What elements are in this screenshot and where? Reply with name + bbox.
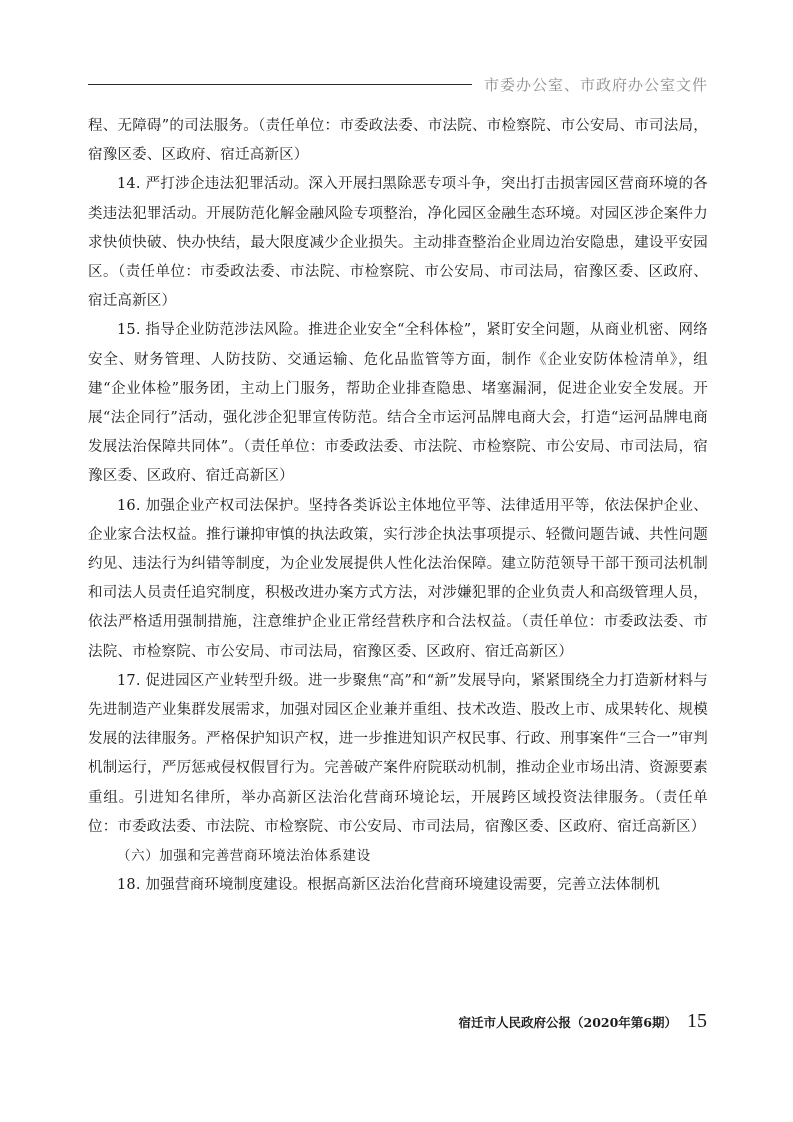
- page-number: 15: [687, 1010, 707, 1032]
- document-body: [88, 112, 708, 900]
- page-footer: [459, 1010, 708, 1033]
- paragraph-item-16: 16. 加强企业产权司法保护。坚持各类诉讼主体地位平等、法律适用平等，依法保护企业、企业家合法权益。推行谦抑审慎的执法政策，实行涉企执法事项提示、轻微问题告诫、共性问题约见、违法行为纠错等制度，为企业发展提供人性化法治保障。建立防范领导干部干预司法机制和司法人员责任追究制度，积极改进办案方式方法，对涉嫌犯罪的企业负责人和高级管理人员，依法严格适用强制措施，注意维护企业正常经营秩序和合法权益。（责任单位：市委政法委、市法院、市检察院、市公安局、市司法局，宿豫区委、区政府、宿迁高新区）: [88, 497, 708, 660]
- paragraph-item-14: 14. 严打涉企违法犯罪活动。深入开展扫黑除恶专项斗争，突出打击损害园区营商环境的各类违法犯罪活动。开展防范化解金融风险专项整治，净化园区金融生态环境。对园区涉企案件力求快侦快破、快办快结，最大限度减少企业损失。主动排查整治企业周边治安隐患，建设平安园区。（责任单位：市委政法委、市法院、市检察院、市公安局、市司法局，宿豫区委、区政府、宿迁高新区）: [88, 176, 708, 310]
- header-title: 市委办公室、市政府办公室文件: [483, 76, 708, 94]
- paragraph-continuation: 程、无障碍”的司法服务。（责任单位：市委政法委、市法院、市检察院、市公安局、市司法局，宿豫区委、区政府、宿迁高新区）: [88, 118, 708, 164]
- publication-name: 宿迁市人民政府公报（2020年第6期）: [458, 1015, 677, 1030]
- page-header: [88, 74, 708, 98]
- paragraph-item-17: 17. 促进园区产业转型升级。进一步聚焦“高”和“新”发展导向，紧紧围绕全力打造新材料与先进制造产业集群发展需求，加强对园区企业兼并重组、技术改造、股改上市、成果转化、规模发展的法律服务。严格保护知识产权，进一步推进知识产权民事、行政、刑事案件“三合一”审判机制运行，严厉惩戒侵权假冒行为。完善破产案件府院联动机制，推动企业市场出清、资源要素重组。引进知名律所，举办高新区法治化营商环境论坛，开展跨区域投资法律服务。（责任单位：市委政法委、市法院、市检察院、市公安局、市司法局，宿豫区委、区政府、宿迁高新区）: [88, 672, 708, 835]
- paragraph-item-18: 18. 加强营商环境制度建设。根据高新区法治化营商环境建设需要，完善立法体制机: [117, 877, 660, 894]
- paragraph-item-15: 15. 指导企业防范涉法风险。推进企业安全“全科体检”，紧盯安全问题，从商业机密、网络安全、财务管理、人防技防、交通运输、危化品监管等方面，制作《企业安防体检清单》，组建“企业体检”服务团，主动上门服务，帮助企业排查隐患、堵塞漏洞，促进企业安全发展。开展“法企同行”活动，强化涉企犯罪宣传防范。结合全市运河品牌电商大会，打造“运河品牌电商发展法治保障共同体”。（责任单位：市委政法委、市法院、市检察院、市公安局、市司法局，宿豫区委、区政府、宿迁高新区）: [88, 322, 708, 485]
- header-rule: [88, 84, 472, 85]
- section-heading-6: （六）加强和完善营商环境法治体系建设: [117, 848, 371, 865]
